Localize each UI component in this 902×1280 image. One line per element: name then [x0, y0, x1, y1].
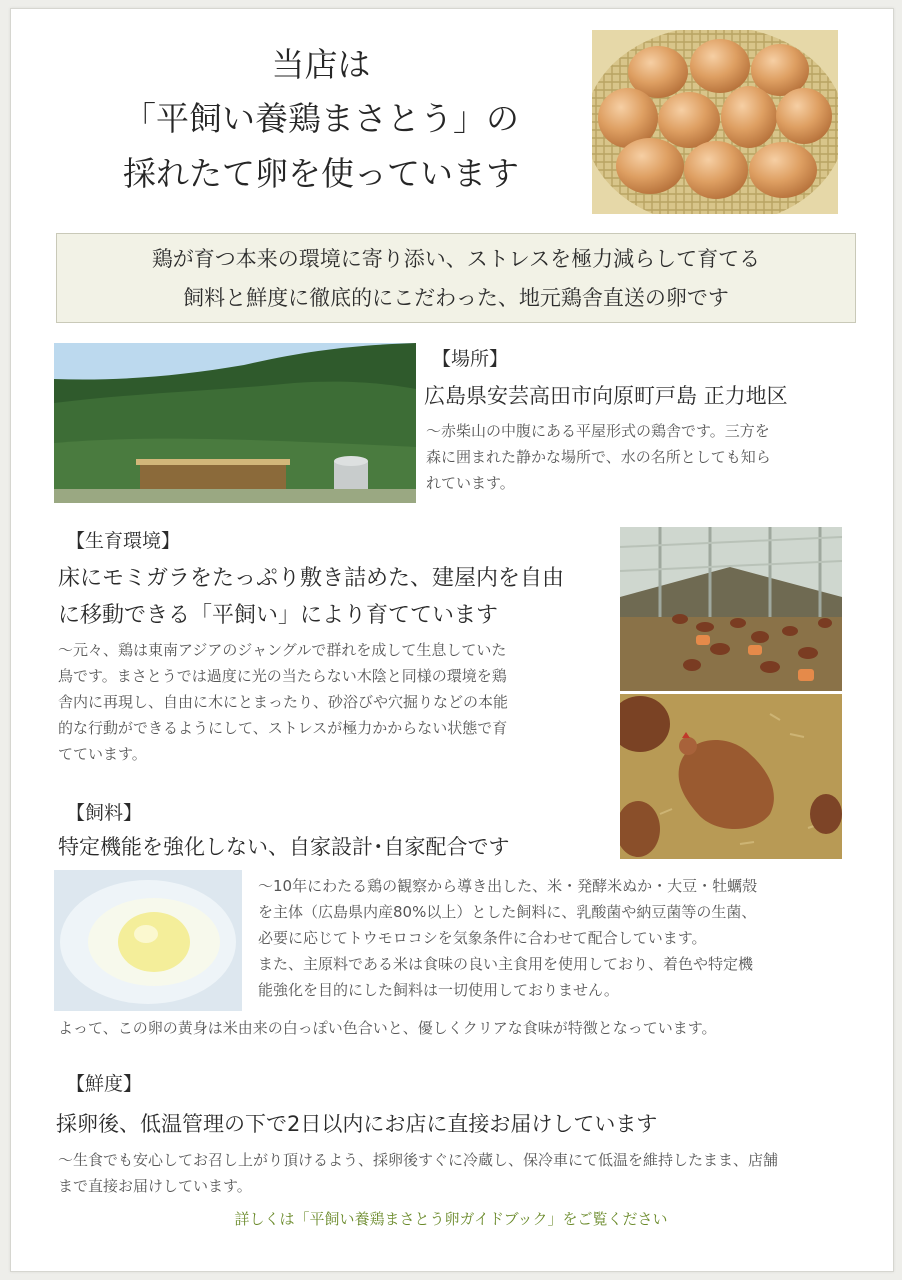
feed-description-line: を主体（広島県内産80%以上）とした飼料に、乳酸菌や納豆菌等の生菌、 [258, 903, 757, 921]
feed-description-line: ～10年にわたる鶏の観察から導き出した、米・発酵米ぬか・大豆・牡蠣殻 [258, 877, 758, 895]
title-line-2: 「平飼い養鶏まさとう」の [123, 99, 519, 138]
place-description-line: ～赤柴山の中腹にある平屋形式の鶏舎です。三方を [426, 422, 770, 440]
environment-heading: 【生育環境】 [66, 530, 181, 552]
tagline-line-2: 飼料と鮮度に徹底的にこだわった、地元鶏舎直送の卵です [183, 286, 729, 310]
freshness-description [58, 1147, 778, 1199]
tagline-banner [56, 233, 856, 323]
environment-description-line: 的な行動ができるようにして、ストレスが極力かからない状態で育 [58, 719, 508, 737]
hen-on-rice-husk-photo [620, 694, 842, 859]
feed-lead: 特定機能を強化しない、自家設計･自家配合です [58, 835, 510, 859]
place-heading: 【場所】 [432, 348, 509, 370]
place-address: 広島県安芸高田市向原町戸島 正力地区 [424, 384, 788, 408]
environment-description-line: 舎内に再現し、自由に木にとまったり、砂浴びや穴掘りなどの本能 [58, 693, 509, 711]
freshness-description-line: まで直接お届けしています。 [58, 1177, 252, 1195]
feed-description-line: 能強化を目的にした飼料は一切使用しておりません。 [258, 981, 619, 999]
freshness-lead: 採卵後、低温管理の下で2日以内にお店に直接お届けしています [56, 1112, 658, 1136]
environment-lead-line: に移動できる「平飼い」により育てています [58, 603, 499, 628]
environment-lead-line: 床にモミガラをたっぷり敷き詰めた、建屋内を自由 [58, 566, 565, 591]
farm-hillside-photo [54, 343, 416, 503]
place-description [426, 418, 771, 496]
feed-heading: 【飼料】 [66, 802, 143, 824]
place-description-line: れています。 [426, 474, 515, 492]
feed-description-line: また、主原料である米は食味の良い主食用を使用しており、着色や特定機 [258, 955, 754, 973]
tagline-line-1: 鶏が育つ本来の環境に寄り添い、ストレスを極力減らして育てる [151, 247, 761, 271]
freshness-description-line: ～生食でも安心してお召し上がり頂けるよう、採卵後すぐに冷蔵し、保冷車にて低温を維持したまま、店舗 [58, 1151, 779, 1169]
freshness-heading: 【鮮度】 [66, 1073, 143, 1095]
feed-conclusion: よって、この卵の黄身は米由来の白っぽい色合いと、優しくクリアな食味が特徴となっています。 [58, 1019, 717, 1037]
guidebook-note: 詳しくは「平飼い養鶏まさとう卵ガイドブック」をご覧ください [234, 1210, 668, 1228]
place-description-line: 森に囲まれた静かな場所で、水の名所としても知ら [426, 448, 771, 466]
egg-yolk-photo [54, 870, 242, 1011]
egg-basket-photo [592, 30, 838, 214]
environment-description-line: 鳥です。まさとうでは過度に光の当たらない木陰と同様の環境を鶏 [58, 667, 507, 685]
feed-description-line: 必要に応じてトウモロコシを気象条件に合わせて配合しています。 [258, 929, 707, 947]
feed-description [258, 873, 757, 1003]
environment-lead [58, 560, 564, 634]
environment-description-line: てています。 [58, 745, 147, 763]
environment-description-line: ～元々、鶏は東南アジアのジャングルで群れを成して生息していた [58, 641, 507, 659]
title-line-3: 採れたて卵を使っています [123, 154, 519, 193]
environment-description [58, 637, 508, 767]
henhouse-interior-photo [620, 527, 842, 691]
title-line-1: 当店は [271, 45, 371, 84]
